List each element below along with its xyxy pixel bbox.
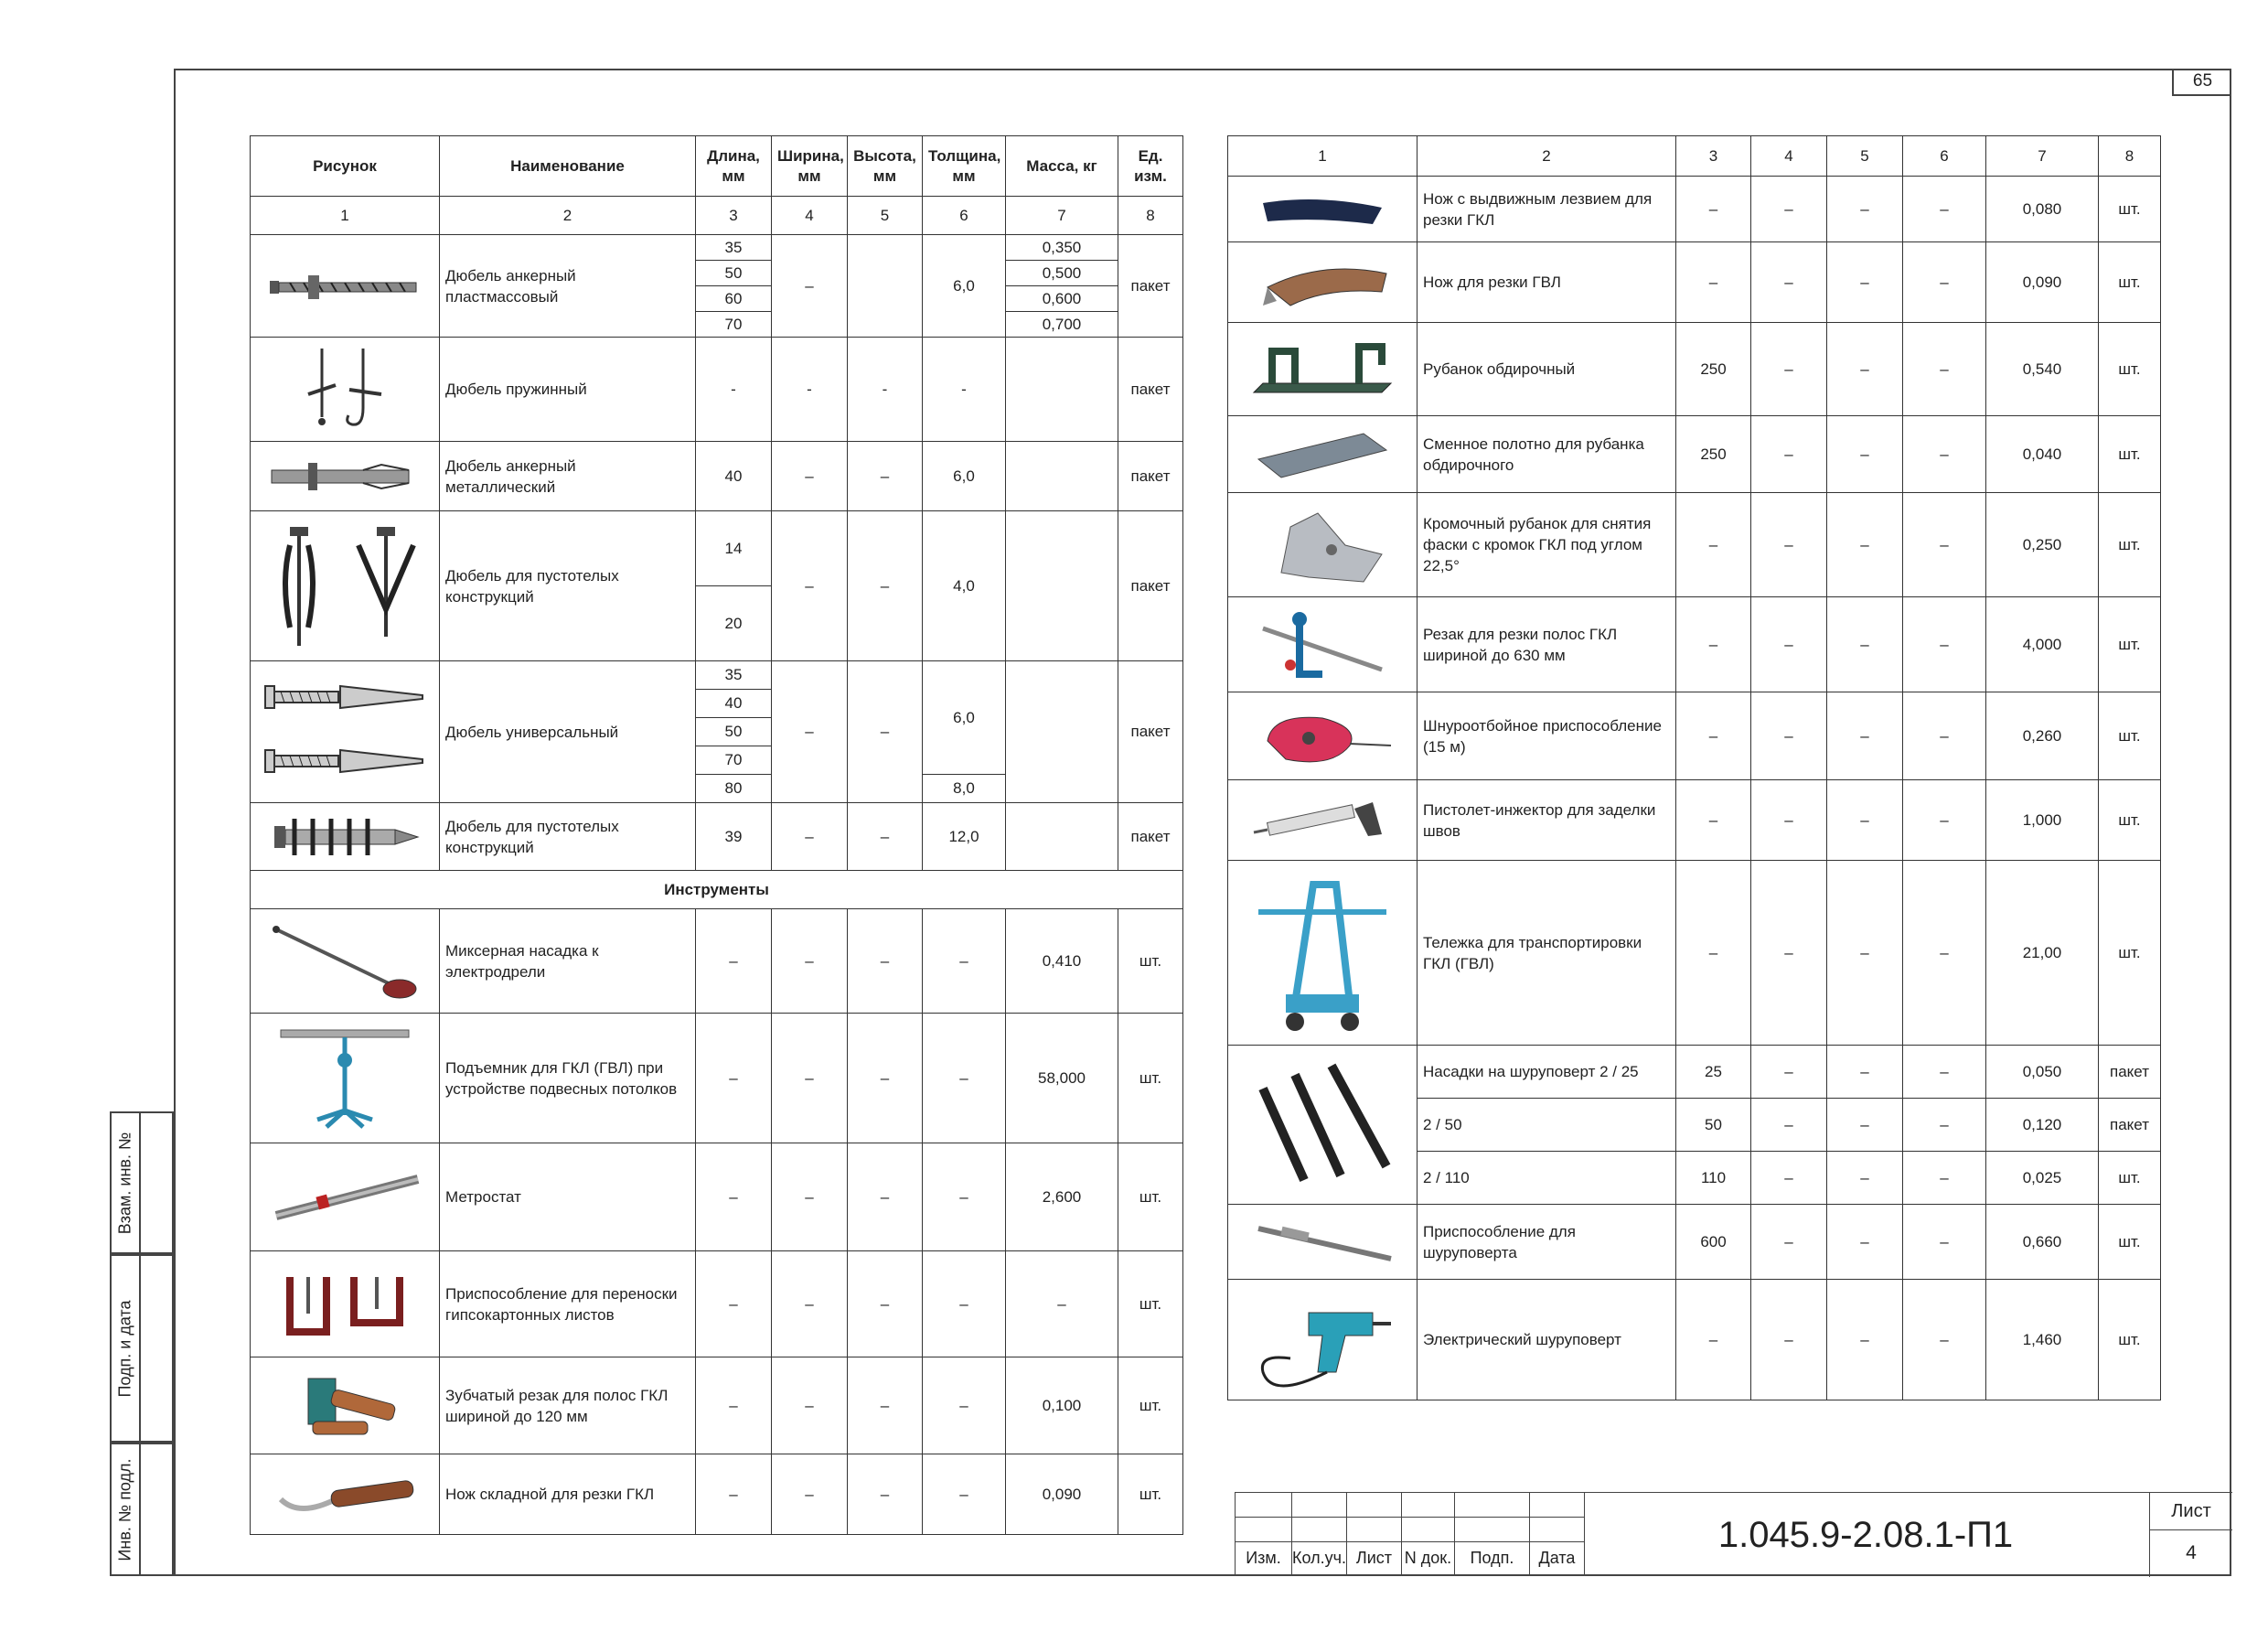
chalk-line-icon [1245, 700, 1400, 773]
plastic-anchor-dowel-icon [262, 259, 427, 314]
stamp-label-data: Дата [1529, 1542, 1584, 1575]
stamp-label-ndok: N док. [1401, 1542, 1454, 1575]
table-row: Кромочный рубанок для снятия фаски с кромок ГКЛ под углом 22,5° – – – – 0,250 шт. [1228, 493, 2161, 597]
table-row: Дюбель универсальный 35 – – 6,0 пакет [251, 661, 1183, 690]
document-code: 1.045.9-2.08.1-П1 [1582, 1492, 2149, 1577]
hollow-wall-anchor-icon [258, 518, 432, 655]
stamp-label-podp: Подп. [1454, 1542, 1529, 1575]
section-tools-row [251, 871, 1183, 909]
rasp-plane-icon [1245, 328, 1400, 411]
table-row: Дюбель анкерный металлический 40 – – 6,0 пакет [251, 442, 1183, 511]
gvl-knife-icon [1249, 251, 1396, 315]
screwdriver-extension-icon [1245, 1215, 1400, 1270]
edge-plane-icon [1245, 499, 1400, 591]
table-row: Нож складной для резки ГКЛ – – – – 0,090 шт. [251, 1454, 1183, 1535]
caulking-gun-icon [1245, 789, 1400, 853]
table-row: Рубанок обдирочный 250 – – – 0,540 шт. [1228, 323, 2161, 416]
board-trolley-icon [1240, 866, 1405, 1040]
stamp-grid [1235, 1492, 1585, 1575]
section-tools-title: Инструменты [251, 871, 1183, 909]
stamp-label-list: Лист [1346, 1542, 1401, 1575]
drywall-lift-icon [262, 1019, 427, 1138]
vzam-label: Взам. инв. № [115, 1132, 134, 1234]
table-row: Дюбель для пустотелых конструкций 39 – – 12,0 пакет [251, 803, 1183, 871]
table-row: Пистолет-инжектор для заделки швов – – – – 1,000 шт. [1228, 780, 2161, 861]
header-length: Длина, мм [696, 136, 772, 197]
header-height: Высота, мм [848, 136, 923, 197]
column-numbers-row: 1 2 3 4 5 6 7 8 [1228, 136, 2161, 177]
retractable-knife-icon [1249, 187, 1396, 232]
column-numbers-row: 1 2 3 4 5 6 7 8 [251, 197, 1183, 235]
metal-anchor-dowel-icon [262, 454, 427, 499]
universal-dowel-icon [258, 668, 432, 796]
table-row: Подъемник для ГКЛ (ГВЛ) при устройстве подвесных потолков – – – – 58,000 шт. [251, 1014, 1183, 1143]
stamp-label-koluch: Кол.уч. [1292, 1542, 1347, 1575]
table-row: Сменное полотно для рубанка обдирочного 250 – – – 0,040 шт. [1228, 416, 2161, 493]
side-stamp [110, 1111, 174, 1576]
header-unit: Ед. изм. [1118, 136, 1183, 197]
table-row: Резак для резки полос ГКЛ шириной до 630 мм – – – – 4,000 шт. [1228, 597, 2161, 692]
table-row: Шнуроотбойное приспособление (15 м) – – – – 0,260 шт. [1228, 692, 2161, 780]
table-row: Дюбель пружинный - - - - пакет [251, 338, 1183, 442]
table-row: Тележка для транспортировки ГКЛ (ГВЛ) – – – – 21,00 шт. [1228, 861, 2161, 1046]
table-row: Дюбель анкерный пластмассовый 35 – 6,0 0,350 пакет [251, 235, 1183, 261]
page-number: 65 [2172, 69, 2231, 96]
toothed-cutter-icon [262, 1365, 427, 1447]
mixer-paddle-icon [262, 916, 427, 1007]
header-mass: Масса, кг [1006, 136, 1118, 197]
sheet-value: 4 [2186, 1542, 2197, 1563]
stamp-label-izm: Изм. [1236, 1542, 1292, 1575]
table-row: 2 / 50 50 – – – 0,120 пакет [1228, 1099, 2161, 1152]
header-picture: Рисунок [251, 136, 440, 197]
title-block [1235, 1492, 2231, 1576]
sheet-label: Лист [2150, 1493, 2232, 1530]
table-row: Нож для резки ГВЛ – – – – 0,090 шт. [1228, 242, 2161, 323]
table-row: Приспособление для переноски гипсокартонных листов – – – – – шт. [251, 1251, 1183, 1357]
header-name: Наименование [440, 136, 696, 197]
table-row: Нож с выдвижным лезвием для резки ГКЛ – – – – 0,080 шт. [1228, 177, 2161, 242]
electric-screwdriver-icon [1245, 1285, 1400, 1395]
spring-dowel-icon [290, 344, 400, 435]
inv-label: Инв. № подл. [115, 1457, 134, 1561]
screwdriver-bits-icon [1240, 1052, 1405, 1198]
header-width: Ширина, мм [772, 136, 848, 197]
table-row: Метростат – – – – 2,600 шт. [251, 1143, 1183, 1251]
table-row: Электрический шуруповерт – – – – 1,460 шт. [1228, 1280, 2161, 1400]
table-row: Дюбель для пустотелых конструкций 14 – – 4,0 пакет [251, 511, 1183, 586]
left-table: Рисунок Наименование Длина, мм Ширина, мм Высота, мм Толщина, мм Масса, кг Ед. изм. 1 2 3 4 5 6 7 8 Дюбель анкерный пластмассовый 35 – 6,0 0,350 пакет 50 0,500 60 0,600 70 0,700 Дюбель пружинный - - - - пакет Дюбель анкерный металлический 40 – – 6,0 пакет Дюбель для пустотелых конструкций 14 – – 4,0 пакет 20 Дюбель универсальный 35 – – 6,0 пакет 40 50 70 80 8,0 Дюбель для пустотелых конструкций 39 – – 12,0 пакет Инструменты Миксерная насадка к электродрели – – – – 0,410 шт. Подъемник для ГКЛ (ГВЛ) при устройстве подвесных потолков – – – – 58,000 шт. Метростат – – – – 2,600 шт. Приспособление для переноски гипсокартонных листов – – – – – шт. Зубчатый резак для полос ГКЛ шириной до 120 мм – – – – 0,100 шт. Нож складной для резки ГКЛ – – – – 0,090 шт. [250, 135, 1183, 1535]
sheet-box [2149, 1492, 2232, 1577]
drywall-screw-anchor-icon [267, 810, 423, 864]
podp-label: Подп. и дата [115, 1299, 134, 1398]
rasp-blade-icon [1245, 423, 1400, 487]
folding-knife-icon [262, 1463, 427, 1527]
right-table [1227, 135, 2161, 1400]
header-thickness: Толщина, мм [923, 136, 1006, 197]
table-row: Насадки на шуруповерт 2 / 25 25 – – – 0,050 пакет [1228, 1046, 2161, 1099]
table-row: Зубчатый резак для полос ГКЛ шириной до 120 мм – – – – 0,100 шт. [251, 1357, 1183, 1454]
board-carrier-icon [262, 1259, 427, 1350]
table-row: Миксерная насадка к электродрели – – – – 0,410 шт. [251, 909, 1183, 1014]
metrostat-icon [262, 1161, 427, 1234]
table-row: 2 / 110 110 – – – 0,025 шт. [1228, 1152, 2161, 1205]
strip-cutter-icon [1245, 601, 1400, 688]
table-row: Приспособление для шуруповерта 600 – – – 0,660 шт. [1228, 1205, 2161, 1280]
